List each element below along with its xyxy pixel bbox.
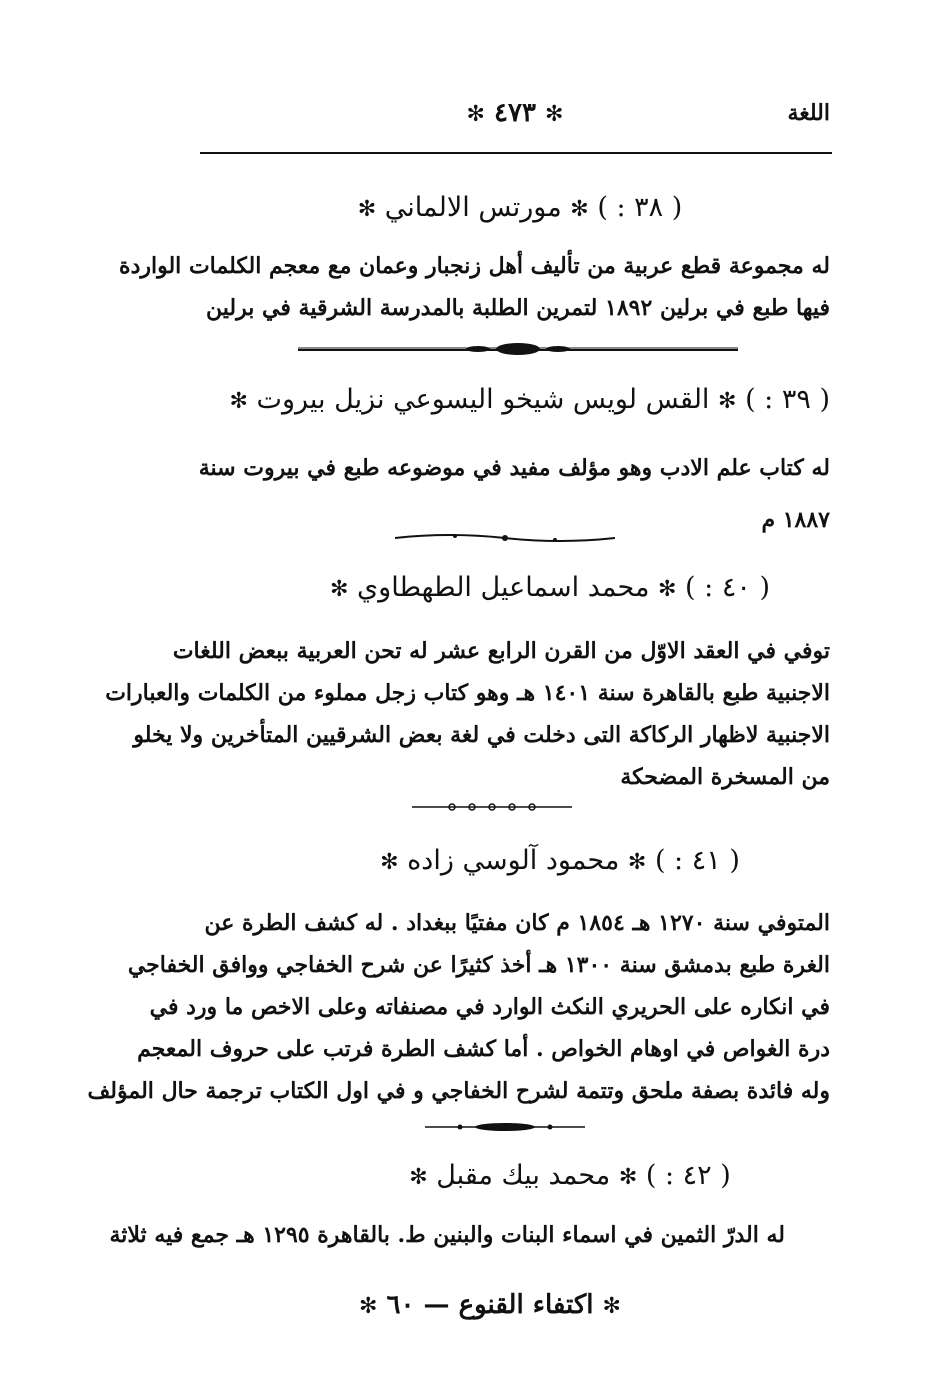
- text-line: الغرة طبع بدمشق سنة ١٣٠٠ هـ أخذ كثيرًا عن شرح الخفاجي ووافق الخفاجي: [127, 952, 830, 978]
- star-ornament-icon: ✻: [380, 850, 399, 875]
- star-ornament-icon: ✻: [330, 577, 349, 602]
- entry-name: مورتس الالماني: [384, 192, 562, 223]
- entry-text: [87, 902, 830, 1112]
- separator-ornament: [395, 530, 615, 546]
- entry-number: ( ٤٠ : ): [685, 572, 770, 603]
- footer-signature: [330, 1290, 650, 1320]
- entry-heading: [320, 572, 780, 603]
- text-line: توفي في العقد الاوّل من القرن الرابع عشر له تحن العربية ببعض اللغات: [172, 638, 830, 664]
- section-title: اللغة: [787, 100, 830, 126]
- entry-heading: [380, 1160, 760, 1191]
- page-number-text: ٤٧٣: [494, 98, 536, 128]
- entry-number: ( ٤١ : ): [654, 845, 740, 876]
- entry-heading: [360, 845, 760, 876]
- entry-number: ( ٣٨ : ): [597, 192, 683, 223]
- entry-number: ( ٤٢ : ): [645, 1160, 731, 1191]
- star-ornament-icon: ✻: [357, 197, 377, 222]
- page-number: [440, 98, 590, 128]
- entry-name: القس لويس شيخو اليسوعي نزيل بيروت: [256, 384, 710, 415]
- entry-heading: [300, 192, 740, 223]
- entry-number: ( ٣٩ : ): [745, 384, 830, 415]
- star-ornament-icon: ✻: [618, 1165, 638, 1190]
- star-ornament-icon: ✻: [602, 1294, 621, 1319]
- header-rule: [200, 152, 832, 154]
- star-ornament-icon: ✻: [409, 1165, 428, 1190]
- entry-text: [105, 630, 830, 798]
- text-line: في انكاره على الحريري النكث الوارد في مصنفاته وعلى الاخص ما ورد في: [149, 994, 830, 1020]
- separator-ornament: [425, 1120, 585, 1134]
- text-line: درة الغواص في اوهام الخواص . أما كشف الطرة فرتب على حروف المعجم: [137, 1036, 830, 1062]
- separator-ornament: [298, 340, 738, 360]
- star-ornament-icon: ✻: [658, 577, 677, 602]
- text-line: من المسخرة المضحكة: [620, 764, 830, 790]
- star-ornament-icon: ✻: [545, 102, 564, 127]
- text-line: ١٨٨٧ م: [761, 507, 830, 533]
- star-ornament-icon: ✻: [229, 389, 248, 414]
- star-ornament-icon: ✻: [359, 1294, 378, 1319]
- star-ornament-icon: ✻: [627, 850, 647, 875]
- text-line: فيها طبع في برلين ١٨٩٢ لتمرين الطلبة بالمدرسة الشرقية في برلين: [206, 295, 830, 321]
- text-line: المتوفي سنة ١٢٧٠ هـ ١٨٥٤ م كان مفتيًا ببغداد . له كشف الطرة عن: [204, 910, 830, 936]
- entry-heading: [229, 384, 830, 415]
- entry-text: [119, 245, 830, 329]
- entry-name: محمود آلوسي زاده: [407, 845, 620, 876]
- text-line: الاجنبية طبع بالقاهرة سنة ١٤٠١ هـ وهو كتاب زجل مملوء من الكلمات والعبارات: [105, 680, 830, 706]
- footer-text: اكتفاء القنوع — ٦٠: [386, 1290, 594, 1320]
- entry-name: محمد بيك مقبل: [436, 1160, 611, 1191]
- entry-name: محمد اسماعيل الطهطاوي: [357, 572, 650, 603]
- star-ornament-icon: ✻: [466, 102, 485, 127]
- entry-text: [109, 1214, 785, 1256]
- text-line: له مجموعة قطع عربية من تأليف أهل زنجبار وعمان مع معجم الكلمات الواردة: [119, 253, 830, 279]
- text-line: وله فائدة بصفة ملحق وتتمة لشرح الخفاجي و في اول الكتاب ترجمة حال المؤلف: [87, 1078, 830, 1104]
- text-line: الاجنبية لاظهار الركاكة التى دخلت في لغة بعض الشرقيين المتأخرين ولا يخلو: [133, 722, 830, 748]
- star-ornament-icon: ✻: [718, 389, 737, 414]
- text-line: له الدرّ الثمين في اسماء البنات والبنين ط. بالقاهرة ١٢٩٥ هـ جمع فيه ثلاثة: [109, 1222, 785, 1248]
- text-line: له كتاب علم الادب وهو مؤلف مفيد في موضوعه طبع في بيروت سنة: [198, 455, 830, 481]
- star-ornament-icon: ✻: [570, 197, 589, 222]
- separator-ornament: [412, 800, 572, 814]
